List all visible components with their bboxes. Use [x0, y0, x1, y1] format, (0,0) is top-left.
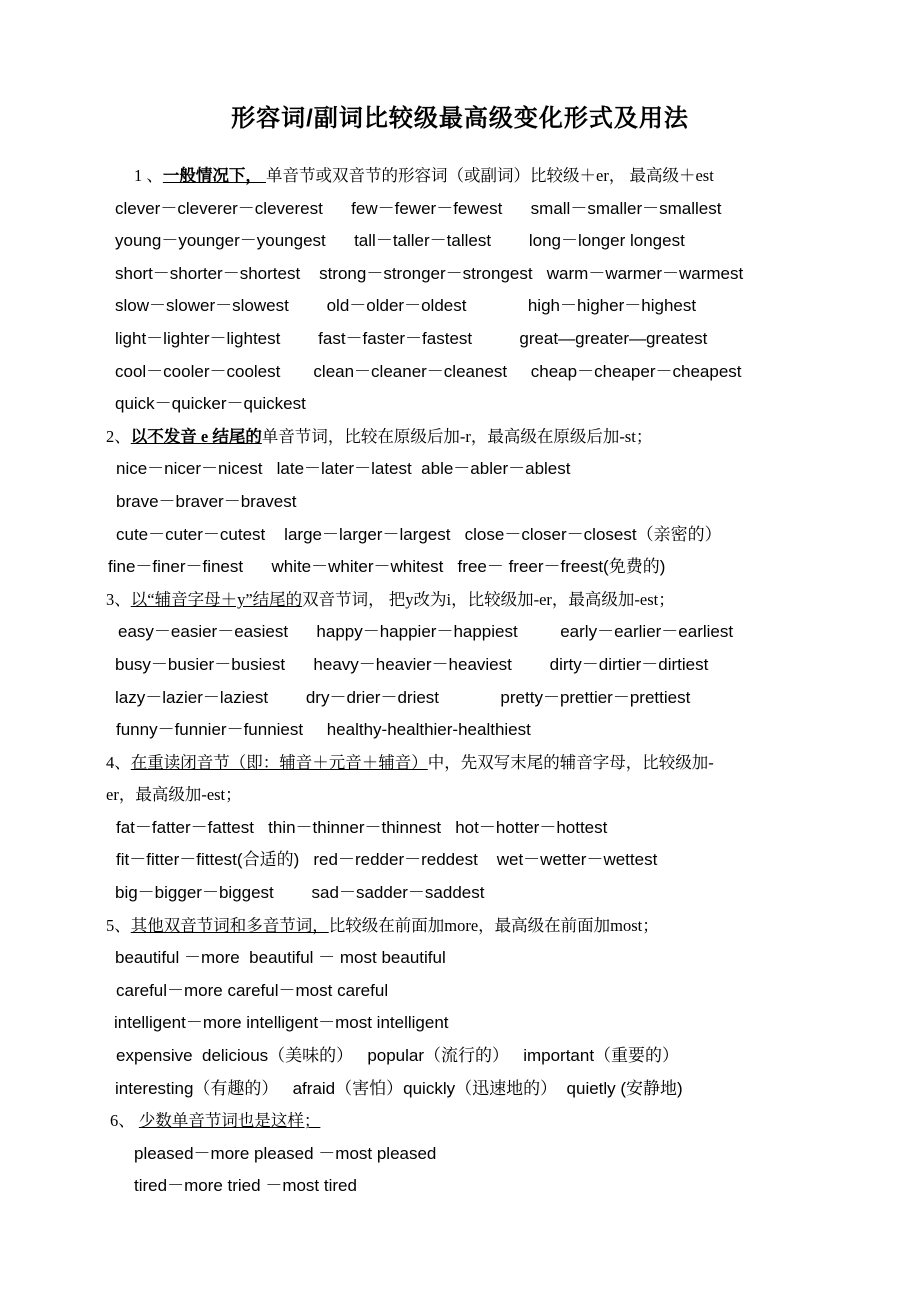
- section-heading-line: [106, 1105, 860, 1138]
- text-run: interesting（有趣的） afraid（害怕）quickly（迅速地的） quietly (安静地): [115, 1078, 683, 1098]
- text-run: clever－cleverer－cleverest few－fewer－fewest small－smaller－smallest: [115, 198, 722, 218]
- text-run: 5、: [106, 915, 131, 935]
- section-heading-line: [106, 584, 860, 617]
- word-list-line: [106, 388, 860, 421]
- text-run: lazy－lazier－laziest dry－drier－driest pretty－prettier－prettiest: [115, 687, 691, 707]
- text-run: cool－cooler－coolest clean－cleaner－cleanest cheap－cheaper－cheapest: [115, 361, 742, 381]
- section-heading-line: [106, 160, 860, 193]
- text-run: fit－fitter－fittest(合适的) red－redder－reddest wet－wetter－wettest: [116, 850, 658, 870]
- text-run: er，最高级加-est；: [106, 785, 242, 805]
- text-run: young－younger－youngest tall－taller－tallest long－longer longest: [115, 231, 685, 251]
- word-list-line: [106, 453, 860, 486]
- word-list-line: [106, 193, 860, 226]
- text-run: 双音节词， 把y改为i，比较级加-er，最高级加-est；: [302, 589, 675, 609]
- word-list-line: [106, 486, 860, 519]
- section-heading-line: [106, 421, 860, 454]
- underlined-text-run: 以“辅音字母＋y”结尾的: [130, 589, 303, 609]
- underlined-text-run: 少数单音节词也是这样；: [138, 1111, 321, 1131]
- word-list-line: [106, 844, 860, 877]
- text-run: easy－easier－easiest happy－happier－happiest early－earlier－earliest: [118, 622, 734, 642]
- text-run: big－bigger－biggest sad－sadder－saddest: [115, 883, 485, 903]
- text-run: cute－cuter－cutest large－larger－largest close－closer－closest（亲密的）: [116, 524, 722, 544]
- text-run: fat－fatter－fattest thin－thinner－thinnest hot－hotter－hottest: [116, 817, 608, 837]
- text-run: funny－funnier－funniest healthy-healthier-healthiest: [116, 720, 531, 740]
- text-run: careful－more careful－most careful: [116, 980, 389, 1000]
- word-list-line: [106, 616, 860, 649]
- section-heading-line: [106, 779, 860, 812]
- word-list-line: [106, 1138, 860, 1171]
- underlined-text-run: 以不发音 e 结尾的: [130, 426, 262, 446]
- text-run: quick－quicker－quickest: [115, 394, 306, 414]
- word-list-line: [106, 356, 860, 389]
- word-list-line: [106, 975, 860, 1008]
- word-list-line: [106, 877, 860, 910]
- text-run: nice－nicer－nicest late－later－latest able－abler－ablest: [116, 459, 571, 479]
- text-run: light－lighter－lightest fast－faster－fastest great—greater—greatest: [115, 328, 708, 348]
- text-run: beautiful －more beautiful － most beautiful: [115, 948, 446, 968]
- text-run: 单音节词，比较在原级后加-r，最高级在原级后加-st；: [261, 426, 653, 446]
- text-run: 2、: [106, 426, 131, 446]
- text-run: 3、: [106, 589, 131, 609]
- word-list-line: [106, 519, 860, 552]
- word-list-line: [106, 1073, 860, 1106]
- text-run: 6、: [110, 1111, 139, 1131]
- text-run: 4、: [106, 752, 131, 772]
- word-list-line: [106, 1040, 860, 1073]
- word-list-line: [106, 1170, 860, 1203]
- text-run: slow－slower－slowest old－older－oldest high－higher－highest: [115, 296, 697, 316]
- text-run: short－shorter－shortest strong－stronger－strongest warm－warmer－warmest: [115, 263, 744, 283]
- text-run: pleased－more pleased －most pleased: [134, 1143, 437, 1163]
- page-title: 形容词/副词比较级最高级变化形式及用法: [231, 105, 689, 132]
- word-list-line: [106, 551, 860, 584]
- text-run: 中，先双写末尾的辅音字母，比较级加-: [427, 752, 714, 772]
- word-list-line: [106, 812, 860, 845]
- section-heading-line: [106, 910, 860, 943]
- word-list-line: [106, 258, 860, 291]
- underlined-text-run: 一般情况下，: [162, 166, 266, 185]
- word-list-line: [106, 290, 860, 323]
- word-list-line: [106, 714, 860, 747]
- section-heading-line: [106, 747, 860, 780]
- document-lines: [0, 160, 920, 1203]
- text-run: expensive delicious（美味的） popular（流行的） important（重要的）: [116, 1046, 680, 1066]
- word-list-line: [106, 1007, 860, 1040]
- word-list-line: [106, 682, 860, 715]
- text-run: 比较级在前面加more，最高级在前面加most；: [328, 915, 659, 935]
- word-list-line: [106, 225, 860, 258]
- word-list-line: [106, 649, 860, 682]
- word-list-line: [106, 942, 860, 975]
- underlined-text-run: 在重读闭音节（即：辅音＋元音＋辅音）: [130, 752, 428, 772]
- text-run: intelligent－more intelligent－most intelligent: [114, 1013, 449, 1033]
- word-list-line: [106, 323, 860, 356]
- text-run: 1 、: [134, 166, 163, 185]
- text-run: busy－busier－busiest heavy－heavier－heaviest dirty－dirtier－dirtiest: [115, 654, 709, 674]
- text-run: 单音节或双音节的形容词（或副词）比较级＋er， 最高级＋est: [266, 166, 714, 185]
- text-run: tired－more tried －most tired: [134, 1176, 357, 1196]
- text-run: fine－finer－finest white－whiter－whitest free－ freer－freest(免费的): [108, 557, 666, 577]
- underlined-text-run: 其他双音节词和多音节词，: [130, 915, 329, 935]
- text-run: brave－braver－bravest: [116, 491, 297, 511]
